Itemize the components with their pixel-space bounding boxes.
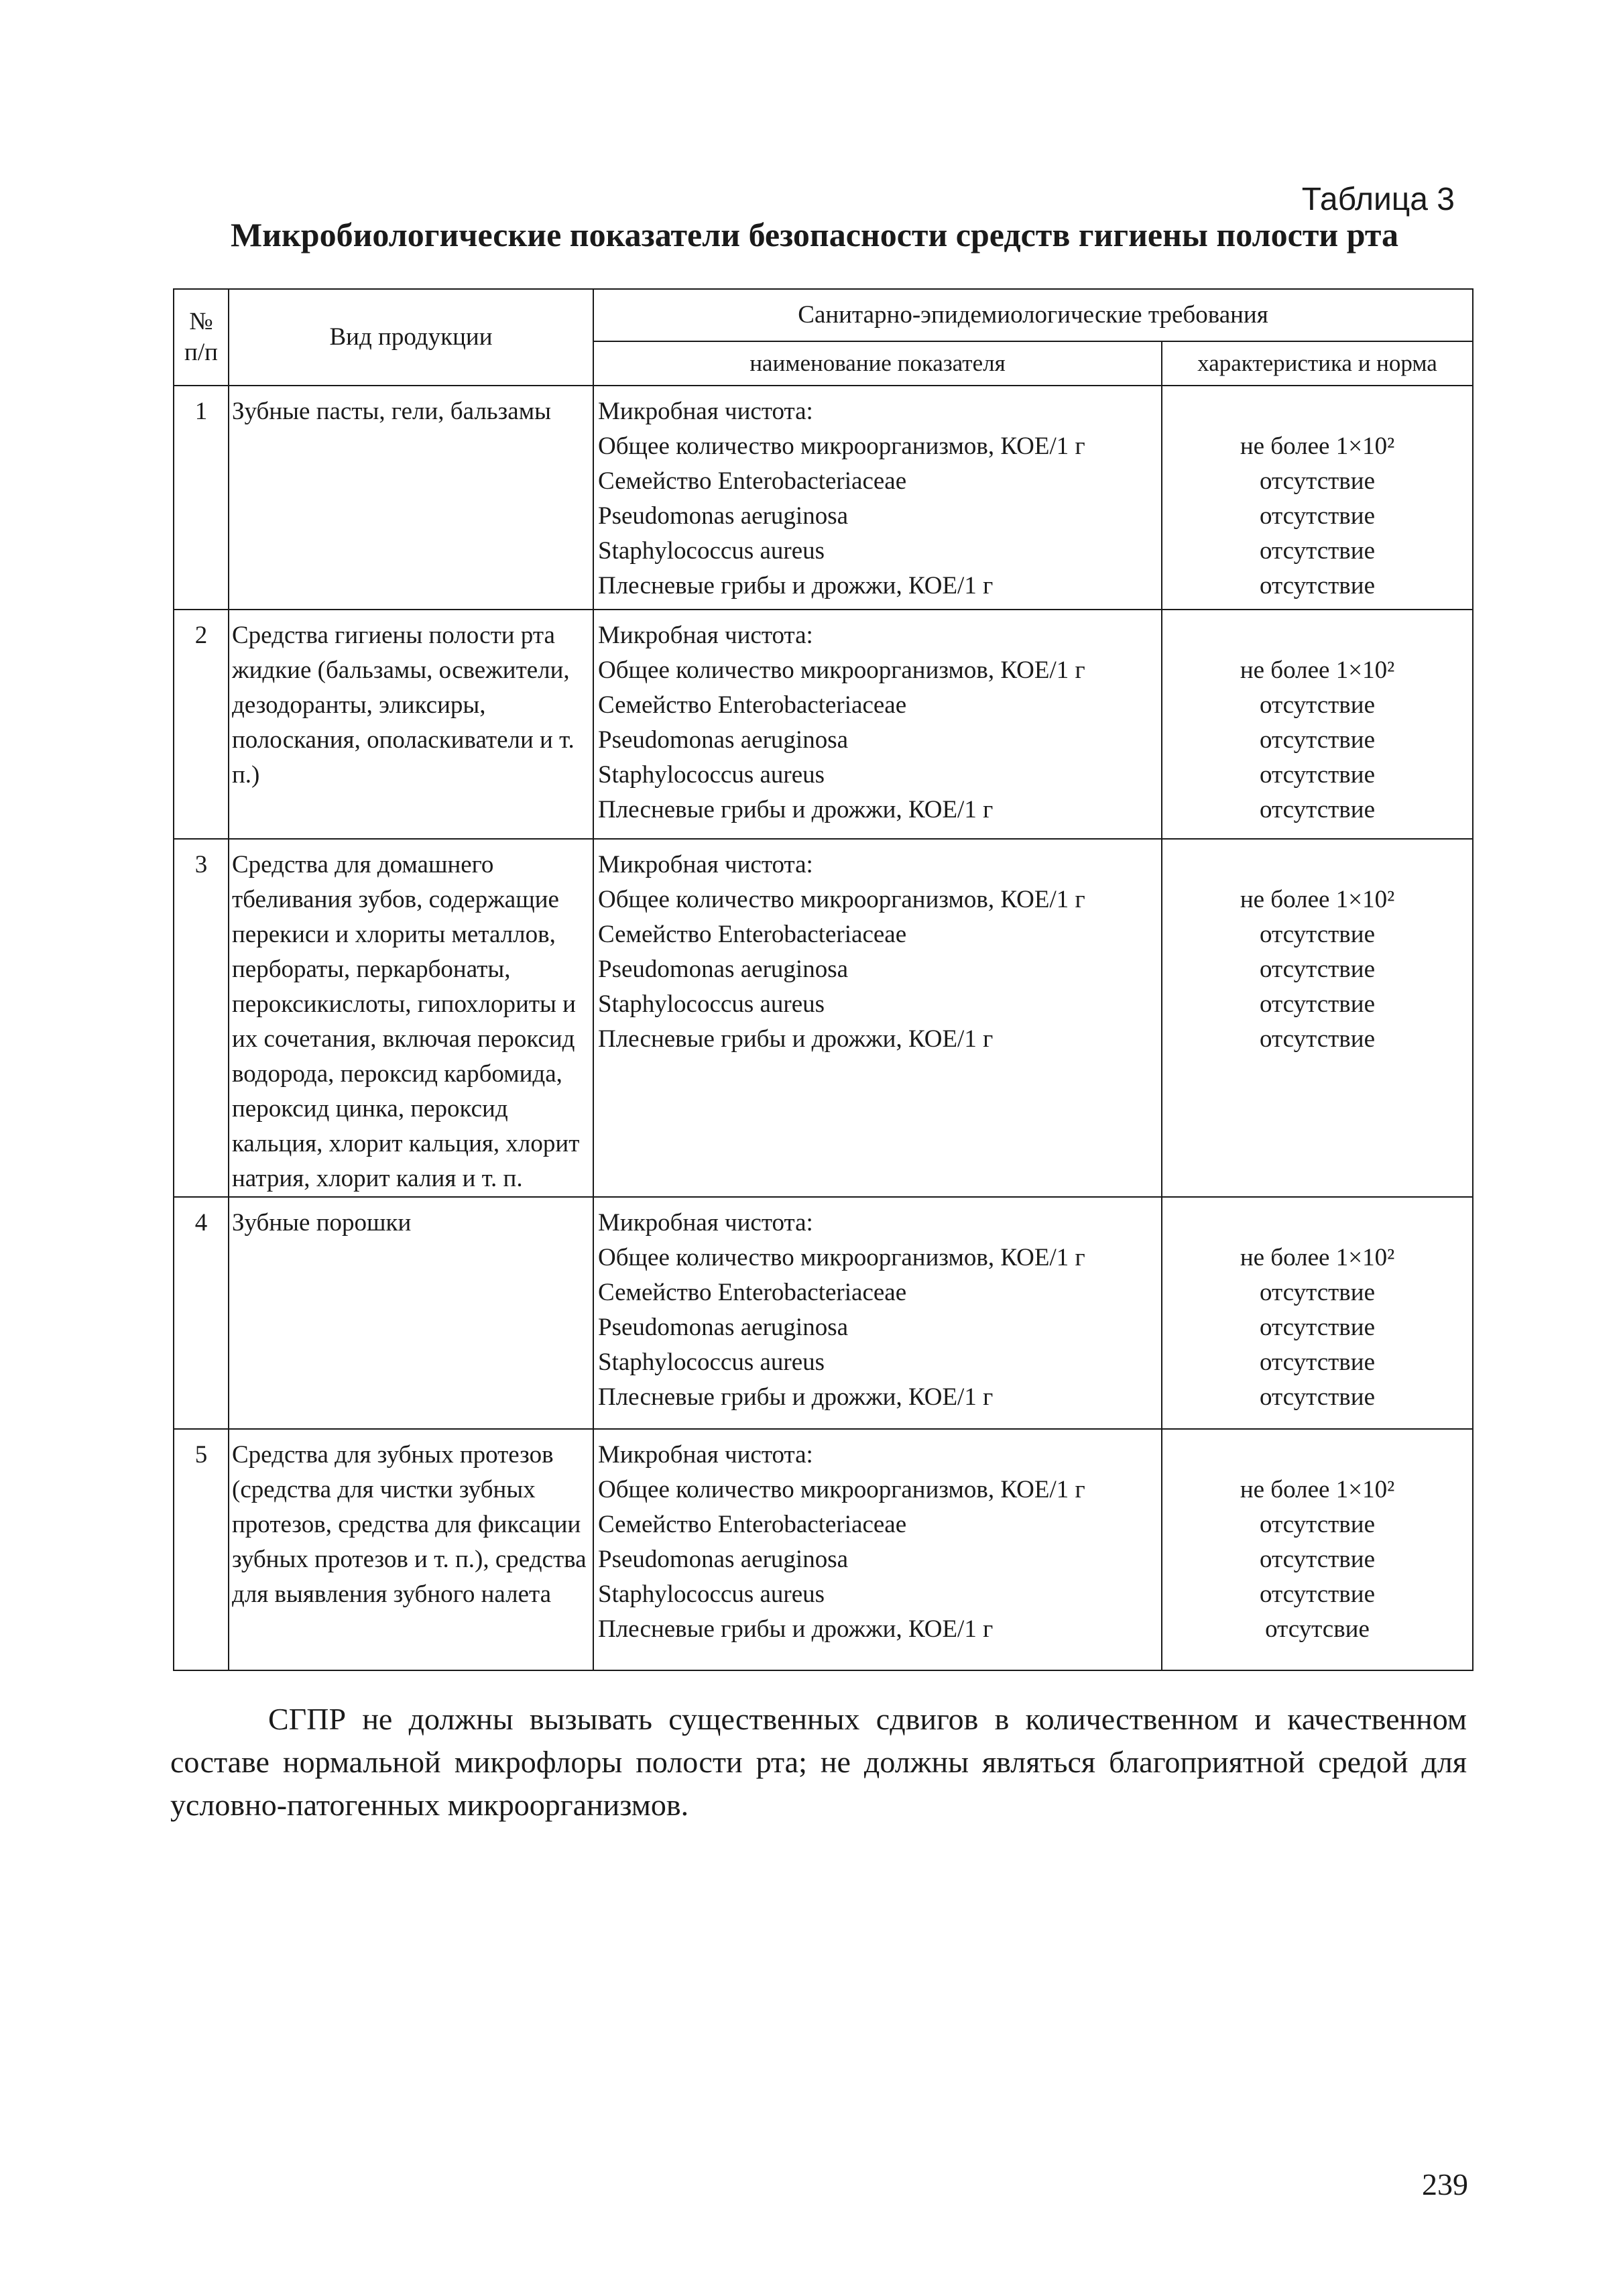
norm-value: отсутствие xyxy=(1260,956,1375,983)
indicator-name: Общее количество микроорганизмов, КОЕ/1 г xyxy=(598,1244,1085,1271)
norm-value: отсутствие xyxy=(1260,761,1375,789)
header-norm: характеристика и норма xyxy=(1162,341,1473,386)
row-number: 1 xyxy=(174,386,229,610)
product-type-text: Средства гигиены полости рта жидкие (бальзамы, освежители, дезодоранты, эликсиры, полоскания, ополаскиватели и т. п.) xyxy=(232,622,575,789)
product-type-text: Зубные пасты, гели, бальзамы xyxy=(232,398,551,425)
norm-value: отсутствие xyxy=(1260,1314,1375,1341)
norm-spacer xyxy=(1165,618,1469,653)
product-type-text: Средства для зубных протезов (средства для чистки зубных протезов, средства для фиксации зубных протезов и т. п.), средства для выявления зубного налета xyxy=(232,1441,587,1608)
indicator-name: Семейство Enterobacteriaceae xyxy=(598,921,907,948)
table-row xyxy=(174,839,1473,1197)
indicator-name: Staphylococcus aureus xyxy=(598,537,825,565)
indicator-name: Семейство Enterobacteriaceae xyxy=(598,691,907,719)
indicator-list xyxy=(593,1197,1162,1429)
indicator-name: Pseudomonas aeruginosa xyxy=(598,1546,849,1573)
indicator-list xyxy=(593,386,1162,610)
norm-value: отсутствие xyxy=(1260,796,1375,823)
norm-value: отсутствие xyxy=(1260,990,1375,1018)
indicator-name: Pseudomonas aeruginosa xyxy=(598,502,849,530)
row-number: 4 xyxy=(174,1197,229,1429)
norm-value: отсутствие xyxy=(1260,1546,1375,1573)
norm-value: не более 1×10² xyxy=(1240,433,1395,460)
indicator-name: Staphylococcus aureus xyxy=(598,990,825,1018)
footer-paragraph xyxy=(170,1698,1467,1827)
norm-list xyxy=(1162,1429,1473,1670)
norm-list xyxy=(1162,1197,1473,1429)
indicator-name: Общее количество микроорганизмов, КОЕ/1 г xyxy=(598,886,1085,913)
norm-value: не более 1×10² xyxy=(1240,1476,1395,1503)
indicator-name: Staphylococcus aureus xyxy=(598,761,825,789)
indicator-name: Плесневые грибы и дрожжи, КОЕ/1 г xyxy=(598,796,994,823)
indicator-name: Семейство Enterobacteriaceae xyxy=(598,1511,907,1538)
header-product: Вид продукции xyxy=(229,289,593,386)
indicator-name: Pseudomonas aeruginosa xyxy=(598,726,849,754)
header-indicator: наименование показателя xyxy=(593,341,1162,386)
indicator-name: Плесневые грибы и дрожжи, КОЕ/1 г xyxy=(598,1025,994,1053)
table-title: Микробиологические показатели безопасности средств гигиены полости рта xyxy=(230,216,1399,253)
indicator-name: Микробная чистота: xyxy=(598,398,813,425)
norm-value: отсутствие xyxy=(1260,537,1375,565)
product-type-text: Зубные порошки xyxy=(232,1209,412,1237)
norm-list xyxy=(1162,839,1473,1197)
norm-value: не более 1×10² xyxy=(1240,1244,1395,1271)
indicator-name: Плесневые грибы и дрожжи, КОЕ/1 г xyxy=(598,1383,994,1411)
norm-value: отсутствие xyxy=(1260,1581,1375,1608)
norm-value: отсутствие xyxy=(1260,1025,1375,1053)
indicator-name: Микробная чистота: xyxy=(598,851,813,878)
norm-value: отсутствие xyxy=(1260,502,1375,530)
indicator-name: Плесневые грибы и дрожжи, КОЕ/1 г xyxy=(598,1615,994,1643)
product-type xyxy=(229,1429,593,1670)
product-type xyxy=(229,386,593,610)
norm-value: отсутствие xyxy=(1260,921,1375,948)
header-requirements: Санитарно-эпидемиологические требования xyxy=(593,289,1473,341)
indicator-name: Плесневые грибы и дрожжи, КОЕ/1 г xyxy=(598,572,994,599)
row-number: 2 xyxy=(174,610,229,839)
norm-spacer xyxy=(1165,1206,1469,1241)
indicator-name: Общее количество микроорганизмов, КОЕ/1 г xyxy=(598,656,1085,684)
row-number: 5 xyxy=(174,1429,229,1670)
header-num: № п/п xyxy=(174,289,229,386)
indicator-name: Микробная чистота: xyxy=(598,622,813,649)
norm-value: отсутствие xyxy=(1260,467,1375,495)
table-label: Таблица 3 xyxy=(1301,182,1455,217)
indicator-list xyxy=(593,839,1162,1197)
norm-value: отсутствие xyxy=(1260,691,1375,719)
norm-list xyxy=(1162,610,1473,839)
norm-spacer xyxy=(1165,1438,1469,1473)
norm-value: отсутствие xyxy=(1260,1348,1375,1376)
norm-value: отсутствие xyxy=(1260,572,1375,599)
indicator-name: Staphylococcus aureus xyxy=(598,1581,825,1608)
indicator-list xyxy=(593,610,1162,839)
indicator-name: Микробная чистота: xyxy=(598,1209,813,1237)
norm-spacer xyxy=(1165,394,1469,429)
table-row xyxy=(174,386,1473,610)
indicator-name: Pseudomonas aeruginosa xyxy=(598,1314,849,1341)
product-type xyxy=(229,1197,593,1429)
norm-value: отсутствие xyxy=(1260,726,1375,754)
product-type xyxy=(229,610,593,839)
norm-value: не более 1×10² xyxy=(1240,656,1395,684)
indicator-name: Семейство Enterobacteriaceae xyxy=(598,1279,907,1306)
product-type xyxy=(229,839,593,1197)
norm-value: отсутствие xyxy=(1260,1279,1375,1306)
norm-spacer xyxy=(1165,848,1469,882)
indicator-name: Staphylococcus aureus xyxy=(598,1348,825,1376)
indicator-name: Семейство Enterobacteriaceae xyxy=(598,467,907,495)
table-body xyxy=(174,386,1473,1670)
indicator-name: Общее количество микроорганизмов, КОЕ/1 г xyxy=(598,1476,1085,1503)
norm-value: не более 1×10² xyxy=(1240,886,1395,913)
row-number: 3 xyxy=(174,839,229,1197)
page-number: 239 xyxy=(1422,2167,1468,2201)
microbiology-table xyxy=(173,288,1474,1671)
norm-value: отсутсвие xyxy=(1265,1615,1370,1643)
indicator-name: Pseudomonas aeruginosa xyxy=(598,956,849,983)
indicator-list xyxy=(593,1429,1162,1670)
table-row xyxy=(174,610,1473,839)
footer-text: СГПР не должны вызывать существенных сдвигов в количественном и качественном составе нормальной микрофлоры полости рта; не должны являться благоприятной средой для условно-патогенных микроорганизмов. xyxy=(170,1702,1467,1822)
indicator-name: Общее количество микроорганизмов, КОЕ/1 г xyxy=(598,433,1085,460)
norm-value: отсутствие xyxy=(1260,1511,1375,1538)
product-type-text: Средства для домашнего тбеливания зубов, содержащие перекиси и хлориты металлов, пербораты, перкарбонаты, пероксикислоты, гипохлориты и их сочетания, включая пероксид водорода, пероксид карбомида, пероксид цинка, пероксид кальция, хлорит кальция, хлорит натрия, хлорит калия и т. п. xyxy=(232,851,580,1192)
norm-list xyxy=(1162,386,1473,610)
norm-value: отсутствие xyxy=(1260,1383,1375,1411)
table-row xyxy=(174,1197,1473,1429)
indicator-name: Микробная чистота: xyxy=(598,1441,813,1469)
table-row xyxy=(174,1429,1473,1670)
